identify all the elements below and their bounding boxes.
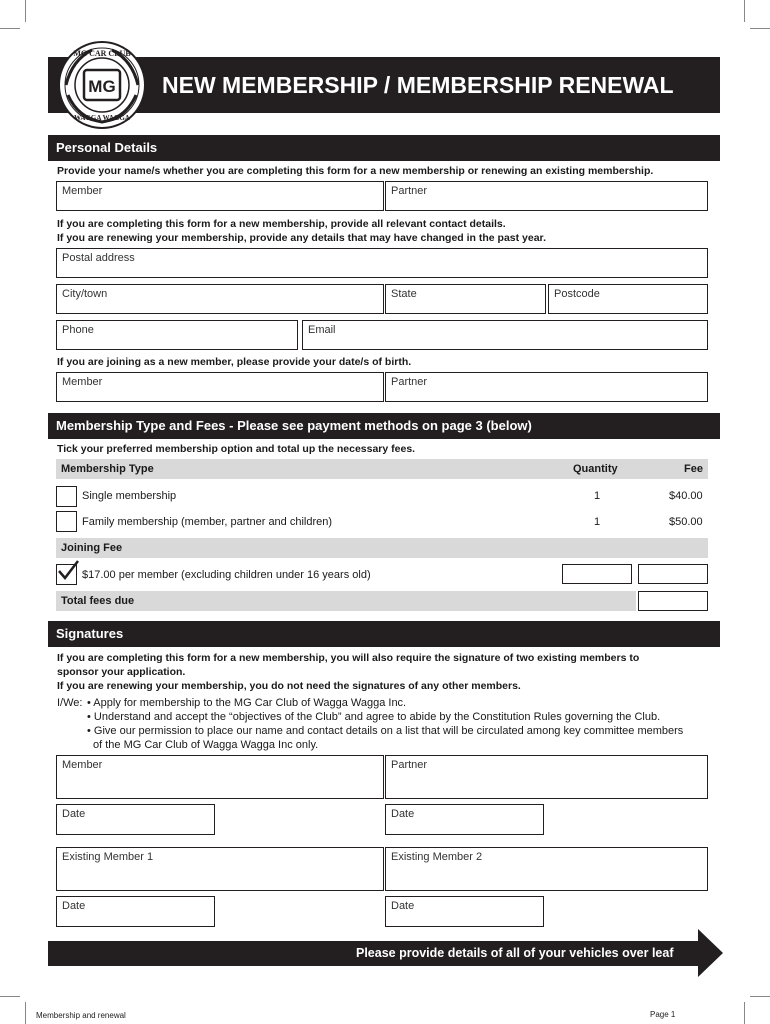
single-membership-label: Single membership	[82, 490, 177, 502]
family-quantity: 1	[594, 516, 601, 528]
partner-dob-field[interactable]	[385, 372, 708, 402]
state-field[interactable]	[385, 284, 546, 314]
field-label: Date	[62, 808, 86, 820]
partner-date-field[interactable]	[385, 804, 544, 835]
col-membership-type: Membership Type	[61, 463, 154, 475]
agreement-bullet: • Apply for membership to the MG Car Club of Wagga Wagga Inc.	[87, 697, 407, 709]
family-membership-label: Family membership (member, partner and children)	[82, 516, 333, 528]
family-membership-checkbox[interactable]	[56, 511, 77, 532]
crop-mark	[744, 1002, 745, 1024]
dob-note: If you are joining as a new member, please provide your date/s of birth.	[57, 356, 412, 368]
footer-page-number: Page 1	[650, 1010, 676, 1019]
existing-1-date-field[interactable]	[56, 896, 215, 927]
agreement-bullet: • Give our permission to place our name and contact details on a list that will be circulated among key committee members	[87, 725, 684, 737]
section-personal-details: Personal Details	[48, 135, 720, 161]
field-label: Postal address	[62, 252, 135, 264]
postal-address-field[interactable]	[56, 248, 708, 278]
logo-badge: MG	[88, 77, 116, 96]
logo-text-top: MG CAR CLUB	[73, 49, 131, 58]
joining-fee-header: Joining Fee	[56, 538, 708, 558]
postcode-field[interactable]	[548, 284, 708, 314]
field-label: Date	[391, 808, 415, 820]
member-dob-field[interactable]	[56, 372, 384, 402]
partner-name-field[interactable]	[385, 181, 708, 211]
single-quantity: 1	[594, 490, 601, 502]
contact-note: If you are renewing your membership, provide any details that may have changed in the past year.	[57, 232, 546, 244]
crop-mark	[0, 28, 20, 29]
field-label: Partner	[391, 759, 428, 771]
phone-field[interactable]	[56, 320, 298, 350]
partner-signature-field[interactable]	[385, 755, 708, 799]
signatures-note: sponsor your application.	[57, 666, 186, 678]
field-label: Date	[391, 900, 415, 912]
field-label: Postcode	[554, 288, 600, 300]
single-fee: $40.00	[669, 490, 703, 502]
crop-mark	[744, 0, 745, 22]
existing-member-1-field[interactable]	[56, 847, 384, 891]
crop-mark	[25, 1002, 26, 1024]
field-label: Existing Member 2	[391, 851, 483, 863]
over-leaf-text: Please provide details of all of your vehicles over leaf	[356, 946, 674, 960]
col-quantity: Quantity	[573, 463, 618, 475]
field-label: City/town	[62, 288, 108, 300]
personal-intro: Provide your name/s whether you are completing this form for a new membership or renewing an existing membership.	[57, 165, 654, 177]
checkmark-icon	[56, 559, 80, 583]
field-label: Member	[62, 376, 103, 388]
existing-member-2-field[interactable]	[385, 847, 708, 891]
existing-2-date-field[interactable]	[385, 896, 544, 927]
field-label: Member	[62, 185, 103, 197]
membership-intro: Tick your preferred membership option and total up the necessary fees.	[57, 443, 416, 455]
member-date-field[interactable]	[56, 804, 215, 835]
total-fees-row: Total fees due	[56, 591, 636, 611]
family-fee: $50.00	[669, 516, 703, 528]
member-name-field[interactable]	[56, 181, 384, 211]
crop-mark	[750, 996, 770, 997]
page-title: NEW MEMBERSHIP / MEMBERSHIP RENEWAL	[162, 72, 674, 98]
col-fee: Fee	[684, 463, 703, 475]
field-label: Partner	[391, 376, 428, 388]
joining-fee-checkbox[interactable]	[56, 564, 77, 585]
single-membership-checkbox[interactable]	[56, 486, 77, 507]
membership-table-header	[56, 459, 708, 479]
footer-left: Membership and renewal	[36, 1011, 126, 1020]
signatures-note: If you are completing this form for a new membership, you will also require the signature of two existing members to	[57, 652, 640, 664]
section-membership-fees: Membership Type and Fees - Please see payment methods on page 3 (below)	[48, 413, 720, 439]
joining-fee-label: $17.00 per member (excluding children under 16 years old)	[82, 569, 371, 581]
contact-note: If you are completing this form for a new membership, provide all relevant contact details.	[57, 218, 506, 230]
field-label: State	[391, 288, 417, 300]
member-signature-field[interactable]	[56, 755, 384, 799]
agreement-bullet-cont: of the MG Car Club of Wagga Wagga Inc only.	[93, 739, 319, 751]
field-label: Member	[62, 759, 103, 771]
email-field[interactable]	[302, 320, 708, 350]
club-logo	[52, 40, 152, 130]
signatures-note: If you are renewing your membership, you do not need the signatures of any other members.	[57, 680, 521, 692]
iwe-label: I/We:	[57, 697, 83, 709]
crop-mark	[750, 28, 770, 29]
field-label: Existing Member 1	[62, 851, 154, 863]
field-label: Phone	[62, 324, 94, 336]
total-fees-box[interactable]	[638, 591, 708, 611]
section-signatures: Signatures	[48, 621, 720, 647]
joining-fee-box[interactable]	[638, 564, 708, 584]
city-field[interactable]	[56, 284, 384, 314]
field-label: Partner	[391, 185, 428, 197]
field-label: Email	[308, 324, 336, 336]
joining-quantity-box[interactable]	[562, 564, 632, 584]
agreement-bullet: • Understand and accept the “objectives of the Club” and agree to abide by the Constitution Rules governing the Club.	[87, 711, 661, 723]
crop-mark	[0, 996, 20, 997]
field-label: Date	[62, 900, 86, 912]
logo-text-bottom: WAGGA WAGGA	[74, 114, 130, 122]
crop-mark	[25, 0, 26, 22]
